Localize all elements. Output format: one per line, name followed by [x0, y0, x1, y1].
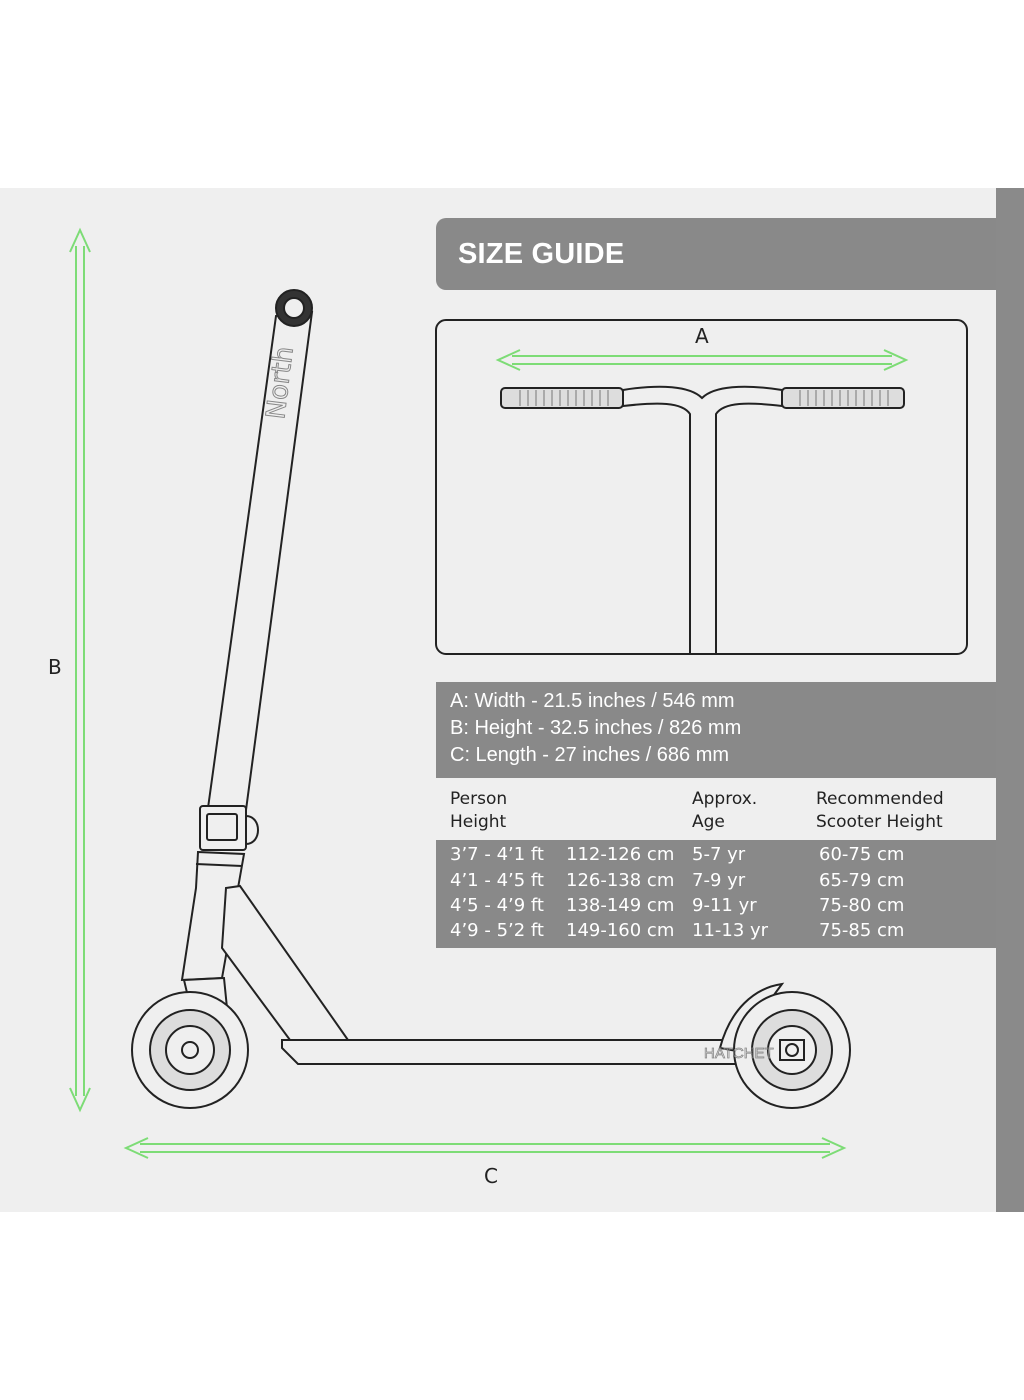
table-row-3-cm: 138-149 cm: [566, 895, 675, 916]
north-logo: North: [261, 345, 300, 421]
table-row-1-cm: 112-126 cm: [566, 844, 675, 865]
table-row-2-scooter: 65-79 cm: [819, 870, 905, 891]
label-c: C: [484, 1164, 498, 1188]
table-row-2-cm: 126-138 cm: [566, 870, 675, 891]
table-row-2-ft: 4’1 - 4’5 ft: [450, 870, 544, 891]
dimension-width: A: Width - 21.5 inches / 546 mm: [450, 690, 735, 712]
size-table-body: [436, 840, 996, 948]
header-person-line2: Height: [450, 812, 507, 832]
label-b: B: [48, 655, 62, 679]
table-row-3-age: 9-11 yr: [692, 895, 757, 916]
table-row-4-scooter: 75-85 cm: [819, 920, 905, 941]
header-age-line1: Approx.: [692, 789, 758, 809]
table-row-1-ft: 3’7 - 4’1 ft: [450, 844, 544, 865]
dimensions-bar: [436, 682, 996, 778]
table-row-2-age: 7-9 yr: [692, 870, 746, 891]
label-a: A: [695, 324, 709, 348]
size-table-header: [436, 778, 996, 840]
hatchet-logo: HATCHET: [704, 1045, 774, 1062]
header-age-line2: Age: [692, 812, 725, 832]
table-row-1-scooter: 60-75 cm: [819, 844, 905, 865]
page-title: SIZE GUIDE: [458, 238, 625, 270]
table-row-3-ft: 4’5 - 4’9 ft: [450, 895, 544, 916]
table-row-4-ft: 4’9 - 5’2 ft: [450, 920, 544, 941]
header-scooter-height: [816, 788, 944, 834]
header-person-height: [450, 788, 507, 834]
header-age: [692, 788, 757, 834]
size-guide-panel: [0, 188, 1024, 1212]
dimension-height: B: Height - 32.5 inches / 826 mm: [450, 717, 742, 739]
length-arrow-c: [126, 1138, 844, 1158]
table-row-4-age: 11-13 yr: [692, 920, 769, 941]
header-scooter-line2: Scooter Height: [816, 812, 943, 832]
table-row-1-age: 5-7 yr: [692, 844, 746, 865]
table-row-3-scooter: 75-80 cm: [819, 895, 905, 916]
table-row-4-cm: 149-160 cm: [566, 920, 675, 941]
height-arrow-b: [70, 230, 90, 1110]
header-scooter-line1: Recommended: [816, 789, 944, 809]
header-person-line1: Person: [450, 789, 508, 809]
dimension-length: C: Length - 27 inches / 686 mm: [450, 744, 730, 766]
